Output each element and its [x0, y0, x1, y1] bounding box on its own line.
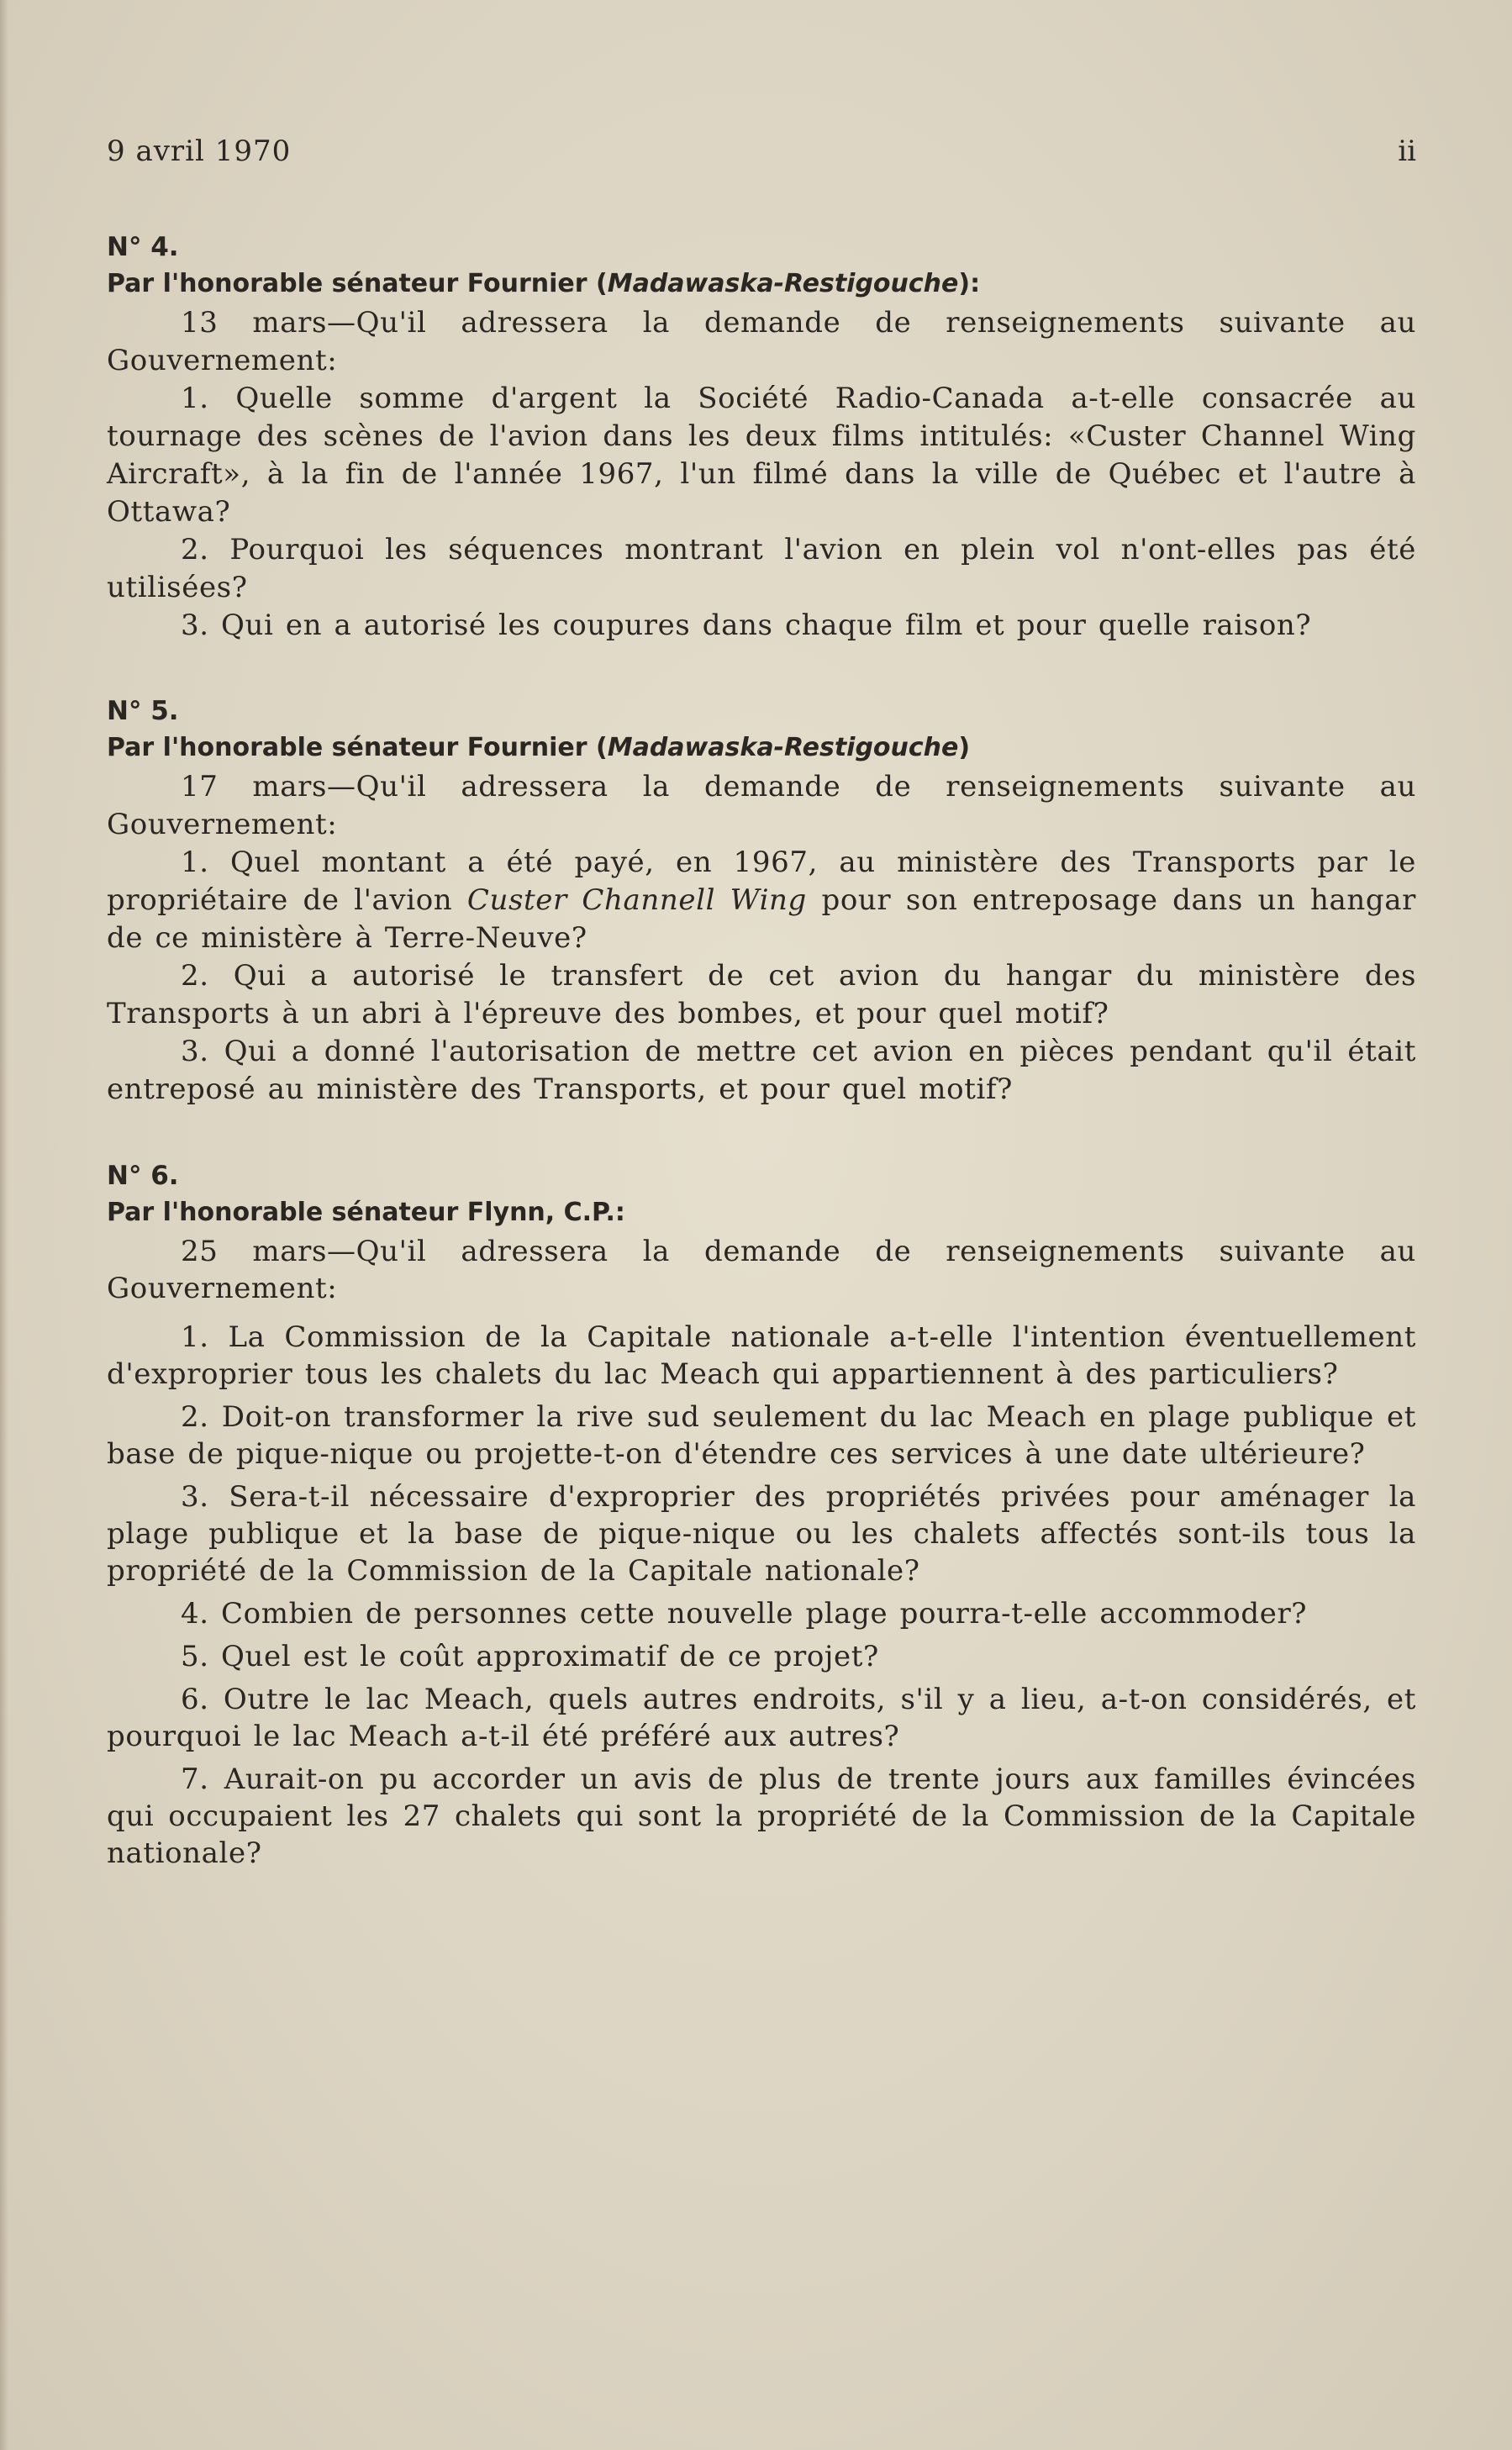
question-item: 2. Qui a autorisé le transfert de cet avion du hangar du ministère des Transports à un abri à l'épreuve des bombes, et pour quel motif? — [107, 959, 1416, 1030]
question-item: 3. Qui en a autorisé les coupures dans chaque film et pour quelle raison? — [181, 609, 1312, 642]
question-author: Par l'honorable sénateur Fournier (Madawaska-Restigouche) — [107, 733, 971, 762]
question-item: 7. Aurait-on pu accorder un avis de plus de trente jours aux familles évincées qui occupaient les 27 chalets qui sont la propriété de la Commission de la Capitale nationale? — [107, 1762, 1416, 1870]
question-intro: 17 mars—Qu'il adressera la demande de renseignements suivante au Gouvernement: — [107, 770, 1416, 841]
question-number: N° 4. — [107, 232, 179, 262]
author-riding: Madawaska-Restigouche — [607, 269, 959, 298]
question-item: 1. Quelle somme d'argent la Société Radio-Canada a-t-elle consacrée au tournage des scènes de l'avion dans les deux films intitulés: «Custer Channel Wing Aircraft», à la fin de l'année 1967, l'un filmé dans la ville de Québec et l'autre à Ottawa? — [107, 382, 1416, 529]
question-author: Par l'honorable sénateur Fournier (Madawaska-Restigouche): — [107, 269, 981, 298]
aircraft-name: Custer Channell Wing — [466, 883, 807, 917]
question-item: 1. Quel montant a été payé, en 1967, au ministère des Transports par le propriétaire de l'avion Custer Channell Wing pour son entreposage dans un hangar de ce ministère à Terre-Neuve? — [107, 846, 1416, 955]
question-section-5 — [107, 693, 1416, 1109]
question-item: 5. Quel est le coût approximatif de ce projet? — [181, 1640, 879, 1673]
page-number: ii — [1398, 134, 1416, 168]
question-section-4 — [107, 229, 1416, 645]
question-number: N° 5. — [107, 696, 179, 726]
page-edge-shadow — [0, 0, 8, 2450]
question-item: 2. Doit-on transformer la rive sud seulement du lac Meach en plage publique et base de pique-nique ou projette-t-on d'étendre ces services à une date ultérieure? — [107, 1400, 1416, 1471]
question-item: 2. Pourquoi les séquences montrant l'avion en plein vol n'ont-elles pas été utilisées? — [107, 533, 1416, 604]
question-intro: 13 mars—Qu'il adressera la demande de renseignements suivante au Gouvernement: — [107, 306, 1416, 377]
question-item: 3. Qui a donné l'autorisation de mettre cet avion en pièces pendant qu'il était entreposé au ministère des Transports, et pour quel motif? — [107, 1035, 1416, 1106]
question-item: 1. La Commission de la Capitale nationale a-t-elle l'intention éventuellement d'exproprier tous les chalets du lac Meach qui appartiennent à des particuliers? — [107, 1320, 1416, 1391]
question-section-6 — [107, 1157, 1416, 1878]
page-header — [107, 134, 1416, 177]
question-item: 3. Sera-t-il nécessaire d'exproprier des propriétés privées pour aménager la plage publique et la base de pique-nique ou les chalets affectés sont-ils tous la propriété de la Commission de la Capitale nationale? — [107, 1480, 1416, 1588]
question-number: N° 6. — [107, 1161, 179, 1191]
header-date: 9 avril 1970 — [107, 134, 292, 168]
question-item: 4. Combien de personnes cette nouvelle plage pourra-t-elle accommoder? — [181, 1597, 1308, 1631]
question-item: 6. Outre le lac Meach, quels autres endroits, s'il y a lieu, a-t-on considérés, et pourquoi le lac Meach a-t-il été préféré aux autres? — [107, 1683, 1416, 1753]
question-author: Par l'honorable sénateur Flynn, C.P.: — [107, 1198, 625, 1227]
question-intro: 25 mars—Qu'il adressera la demande de renseignements suivante au Gouvernement: — [107, 1235, 1416, 1305]
author-riding: Madawaska-Restigouche — [607, 733, 959, 762]
